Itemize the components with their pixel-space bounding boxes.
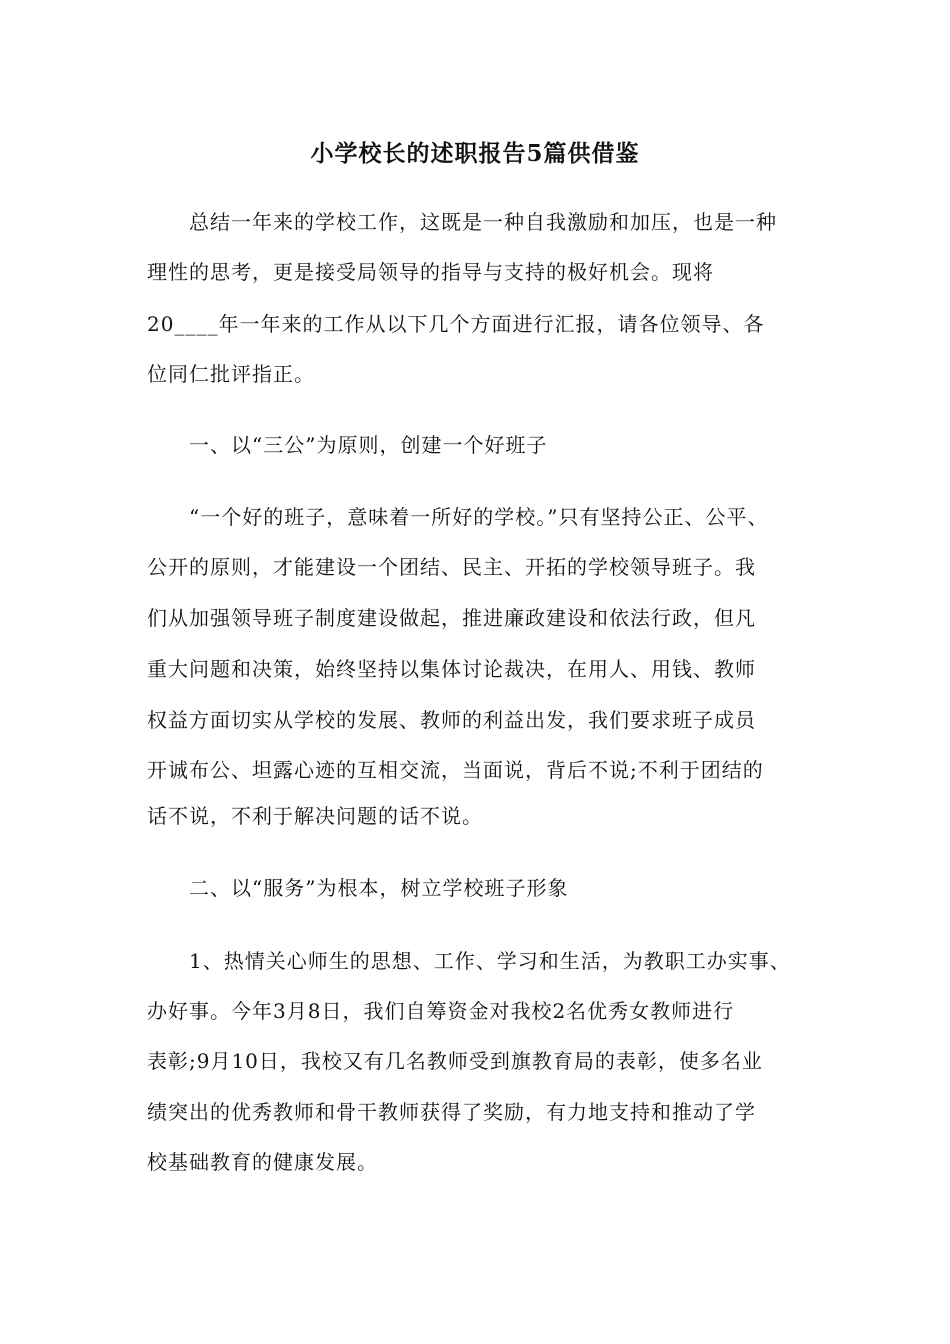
paragraph-line: 理性的思考，更是接受局领导的指导与支持的极好机会。现将 [147,260,714,284]
paragraph-line: 绩突出的优秀教师和骨干教师获得了奖励，有力地支持和推动了学 [147,1100,756,1124]
paragraph-line: 话不说，不利于解决问题的话不说。 [147,804,483,828]
section-heading: 二、以“服务”为根本，树立学校班子形象 [147,876,569,900]
paragraph-line: 校基础教育的健康发展。 [147,1150,378,1174]
paragraph-line: 公开的原则，才能建设一个团结、民主、开拓的学校领导班子。我 [147,555,756,579]
paragraph-line: “一个好的班子，意味着一所好的学校。”只有坚持公正、公平、 [147,505,769,529]
paragraph-line: 位同仁批评指正。 [147,362,315,386]
paragraph-line: 办好事。今年3月8日，我们自筹资金对我校2名优秀女教师进行 [147,999,735,1023]
paragraph-line: 表彰;9月10日，我校又有几名教师受到旗教育局的表彰，使多名业 [147,1049,763,1073]
section-heading: 一、以“三公”为原则，创建一个好班子 [147,433,548,457]
paragraph-line: 总结一年来的学校工作，这既是一种自我激励和加压，也是一种 [147,210,777,234]
paragraph-line: 权益方面切实从学校的发展、教师的利益出发，我们要求班子成员 [147,708,756,732]
paragraph-line: 重大问题和决策，始终坚持以集体讨论裁决，在用人、用钱、教师 [147,657,756,681]
paragraph-line: 20____年一年来的工作从以下几个方面进行汇报，请各位领导、各 [147,312,765,336]
document-title: 小学校长的述职报告5篇供借鉴 [310,140,640,167]
paragraph-line: 开诚布公、坦露心迹的互相交流，当面说，背后不说;不利于团结的 [147,758,764,782]
paragraph-line: 1、热情关心师生的思想、工作、学习和生活，为教职工办实事、 [147,949,791,973]
paragraph-line: 们从加强领导班子制度建设做起，推进廉政建设和依法行政，但凡 [147,606,756,630]
